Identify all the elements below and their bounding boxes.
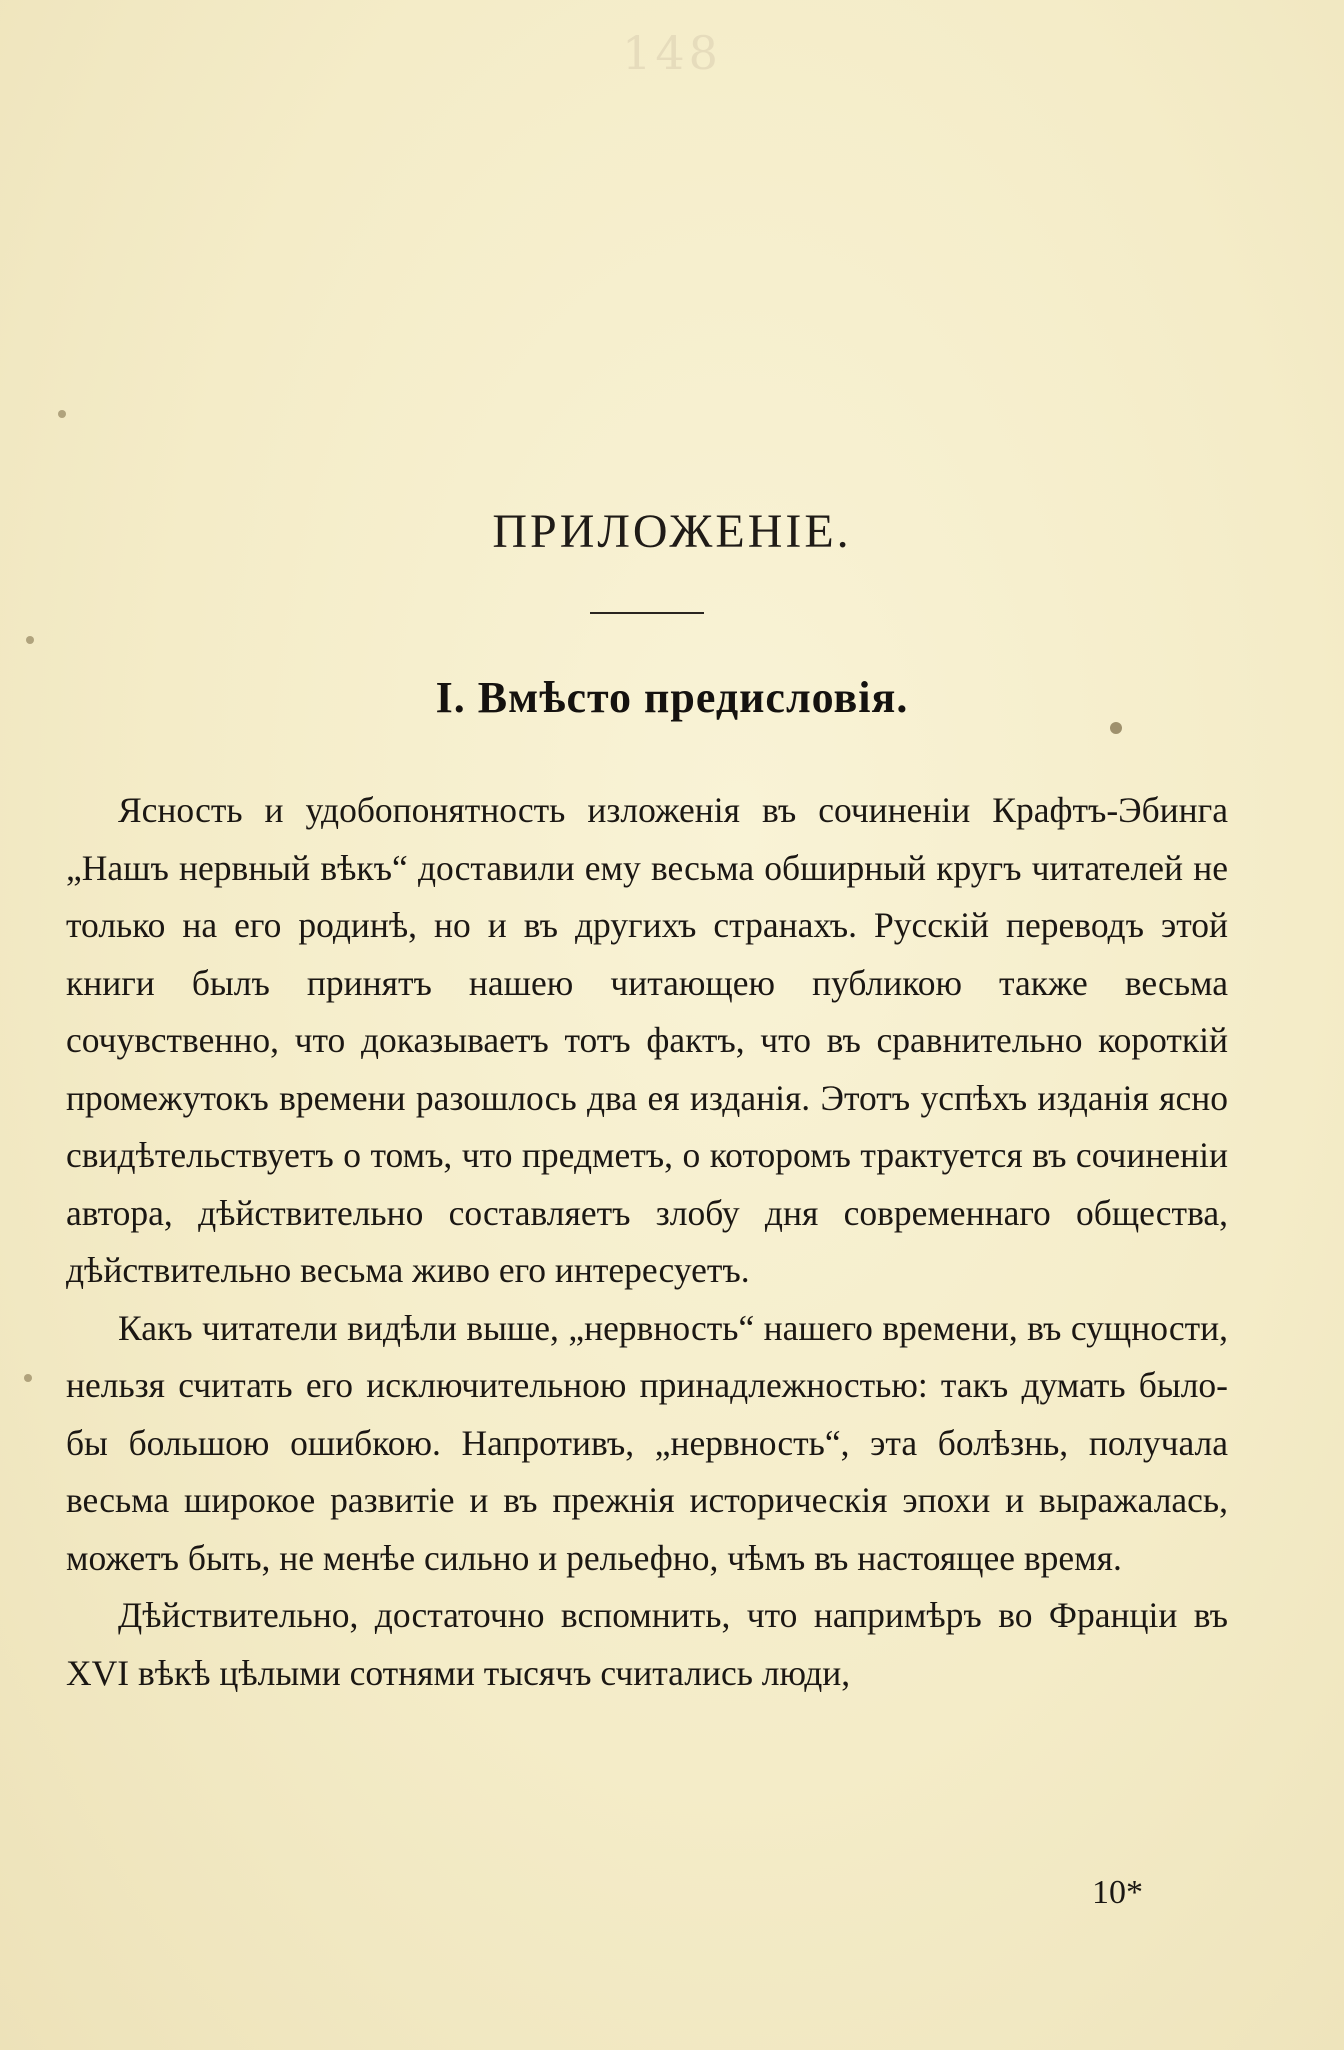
paragraph-2: Какъ читатели видѣли выше, „нервность“ нашего времени, въ сущности, нельзя считать его исключительною принадлежностью: такъ думать было-бы большою ошибкою. Напротивъ, „нервность“, эта болѣзнь, получала весьма широкое развитіе и въ прежнія историческія эпохи и выражалась, можетъ быть, не менѣе сильно и рельефно, чѣмъ въ настоящее время. (66, 1307, 1228, 1578)
paper-speck (26, 636, 34, 644)
paper-speck (24, 1374, 32, 1382)
page-number-show-through: 148 (622, 26, 722, 80)
body-text (66, 782, 1228, 1702)
paper-speck (58, 410, 66, 418)
paper-speck (1110, 722, 1122, 734)
paragraph-3: Дѣйствительно, достаточно вспомнить, что напримѣръ во Франціи въ XVI вѣкѣ цѣлыми сотнями тысячъ считались люди, (66, 1595, 1228, 1693)
appendix-heading: ПРИЛОЖЕНІЕ. (492, 505, 852, 558)
signature-mark: 10* (1092, 1874, 1143, 1911)
heading-divider (590, 612, 704, 614)
paragraph-1: Ясность и удобопонятность изложенія въ сочиненіи Крафтъ-Эбинга „Нашъ нервный вѣкъ“ доставили ему весьма обширный кругъ читателей не только на его родинѣ, но и въ другихъ странахъ. Русскій переводъ этой книги былъ принятъ нашею читающею публикою также весьма сочувственно, что доказываетъ тотъ фактъ, что въ сравнительно короткій промежутокъ времени разошлось два ея изданія. Этотъ успѣхъ изданія ясно свидѣтельствуетъ о томъ, что предметъ, о которомъ трактуется въ сочиненіи автора, дѣйствительно составляетъ злобу дня современнаго общества, дѣйствительно весьма живо его интересуетъ. (66, 790, 1228, 1290)
section-title: І. Вмѣсто предисловія. (435, 673, 909, 722)
